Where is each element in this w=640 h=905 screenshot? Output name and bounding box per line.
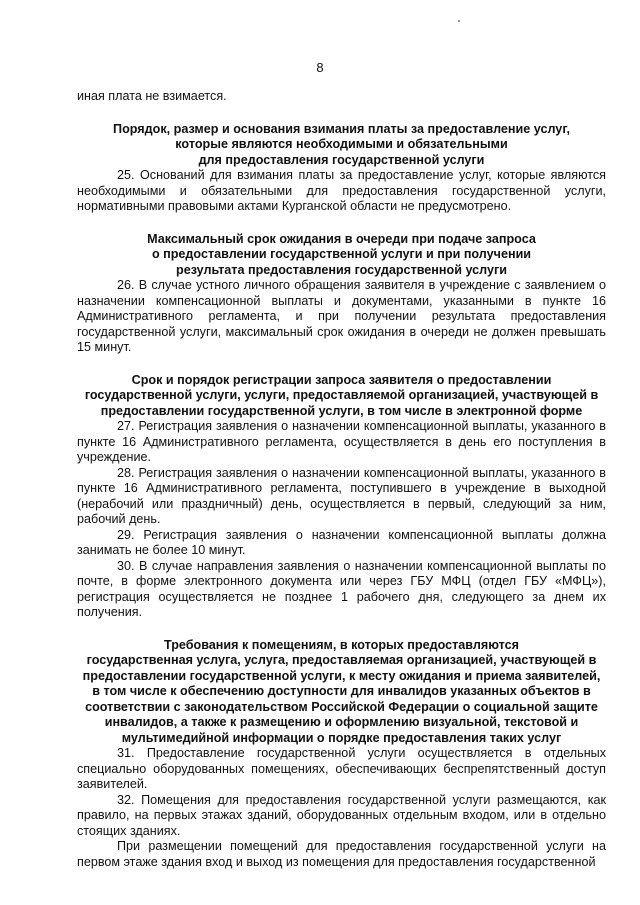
intro-fragment: иная плата не взимается.: [77, 89, 227, 103]
paragraph-27: 27. Регистрация заявления о назначении компенсационной выплаты, указанного в пункте 16 Административного регламента, осуществляется в день его поступления в учреждение.: [77, 419, 606, 464]
heading-line: в том числе к обеспечению доступности для инвалидов указанных объектов в: [92, 684, 591, 698]
heading-line: соответствии с законодательством Российской Федерации о социальной защите: [85, 699, 598, 714]
scan-speck: [458, 20, 460, 22]
heading-line: государственной услуги, услуги, предоставляемой организацией, участвующей в: [84, 388, 599, 402]
paragraph-25: 25. Оснований для взимания платы за предоставление услуг, которые являются необходимыми и обязательными для предоставления государственной услуги, нормативными правовыми актами Курганской области не предусмотрено.: [77, 168, 606, 213]
heading-line: Порядок, размер и основания взимания платы за предоставление услуг,: [113, 121, 570, 136]
paragraph-32-continued: При размещении помещений для предоставления государственной услуги на первом этаже здания вход и выход из помещения для предоставления государственной: [77, 839, 606, 869]
section-heading-queue-time: [77, 232, 606, 279]
section-heading-fees: [77, 122, 606, 169]
heading-line: предоставлении государственной услуги, в том числе в электронной форме: [100, 403, 583, 418]
heading-line: которые являются необходимыми и обязательными: [175, 137, 508, 151]
heading-line: Требования к помещениям, в которых предоставляются: [163, 637, 519, 652]
heading-line: мультимедийной информации о порядке предоставления таких услуг: [121, 730, 562, 745]
heading-line: государственная услуга, услуга, предоставляемая организацией, участвующей в: [86, 653, 597, 667]
paragraph-30: 30. В случае направления заявления о назначении компенсационной выплаты по почте, в форме электронного документа или через ГБУ МФЦ (отдел ГБУ «МФЦ»), регистрация осуществляется не позднее 1 рабочего дня, следующего за днем их получения.: [77, 558, 606, 619]
heading-line: результата предоставления государственной услуги: [176, 262, 507, 277]
page-number: 8: [316, 60, 324, 75]
paragraph-26: 26. В случае устного личного обращения заявителя в учреждение с заявлением о назначении компенсационной выплаты и документами, указанными в пункте 16 Административного регламента, и при получении результата предоставления государственной услуги, максимальный срок ожидания в очереди не должен превышать 15 минут.: [77, 278, 606, 354]
paragraph-29: 29. Регистрация заявления о назначении компенсационной выплаты должна занимать не более 10 минут.: [77, 527, 606, 557]
section-heading-registration: [77, 373, 606, 420]
heading-line: инвалидов, а также к размещению и оформлению визуальной, текстовой и: [104, 715, 579, 729]
heading-line: Максимальный срок ожидания в очереди при подаче запроса: [147, 231, 536, 246]
heading-line: для предоставления государственной услуги: [198, 152, 485, 167]
heading-line: Срок и порядок регистрации запроса заявителя о предоставлении: [131, 372, 552, 387]
heading-line: предоставлении государственной услуги, к месту ожидания и приема заявителей,: [82, 668, 601, 683]
heading-line: о предоставлении государственной услуги и при получении: [151, 247, 532, 261]
paragraph-32: 32. Помещения для предоставления государственной услуги размещаются, как правило, на первых этажах зданий, оборудованных отдельным входом, или в отдельно стоящих зданиях.: [77, 792, 606, 838]
section-heading-premises: [77, 638, 606, 747]
paragraph-31: 31. Предоставление государственной услуги осуществляется в отдельных специально оборудованных помещениях, обеспечивающих беспрепятственный доступ заявителей.: [77, 746, 606, 791]
document-body: [77, 89, 606, 870]
paragraph-28: 28. Регистрация заявления о назначении компенсационной выплаты, указанного в пункте 16 Административного регламента, поступившего в учреждение в выходной (нерабочий или праздничный) день, осуществляется в первый, следующий за ним, рабочий день.: [77, 465, 606, 526]
